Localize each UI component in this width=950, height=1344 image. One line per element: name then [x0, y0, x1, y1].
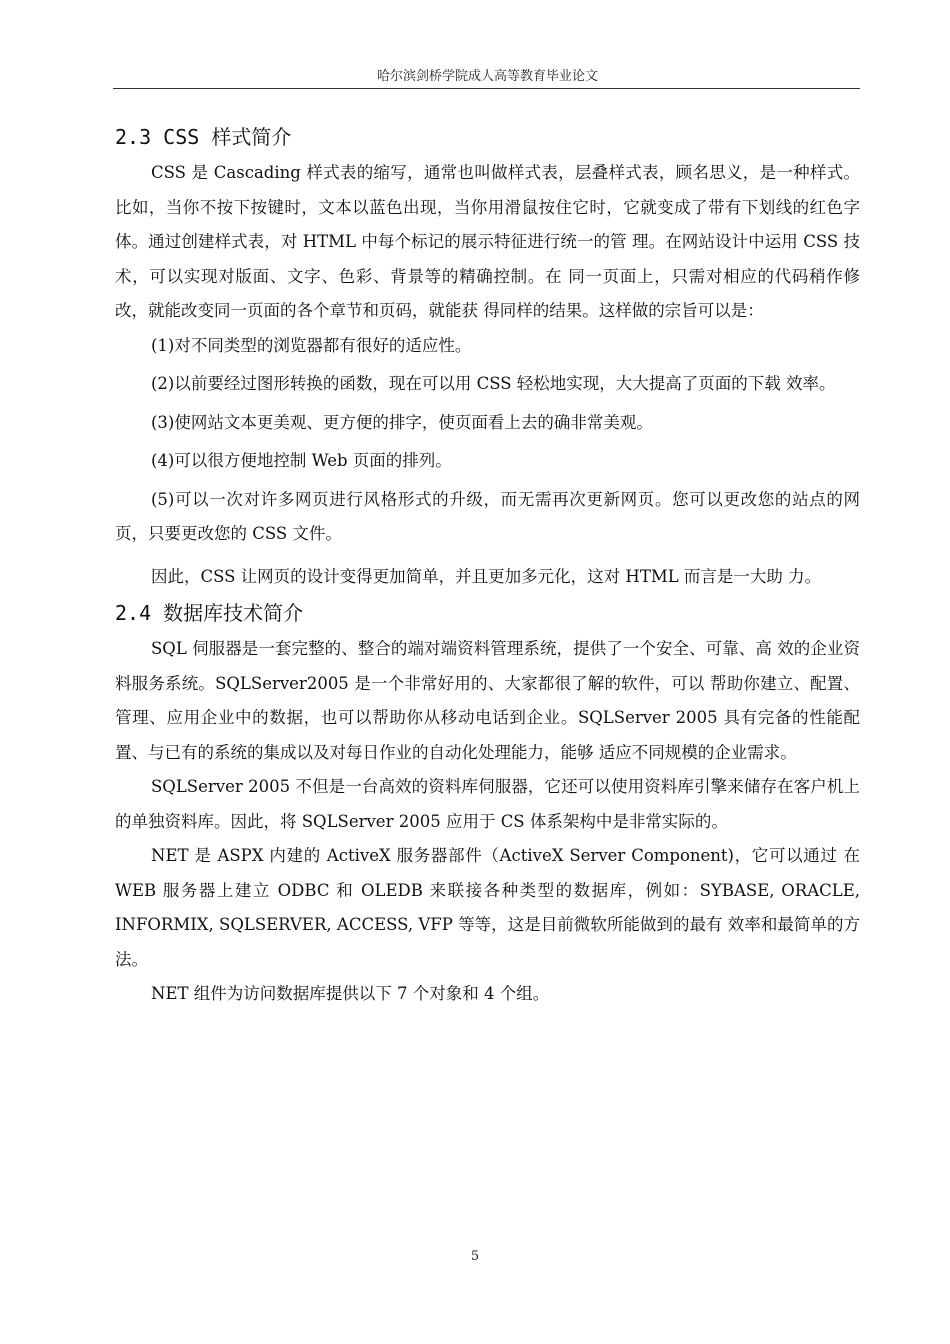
css-conclusion-paragraph: 因此，CSS 让网页的设计变得更加简单，并且更加多元化，这对 HTML 而言是一大助 力。 — [151, 566, 822, 586]
page-body — [115, 118, 860, 1012]
page-number: 5 — [470, 1249, 480, 1264]
section-heading-database: 2.4 数据库技术简介 — [115, 601, 304, 625]
css-benefit-item-1: (1)对不同类型的浏览器都有很好的适应性。 — [151, 335, 472, 355]
db-paragraph-4: NET 组件为访问数据库提供以下 7 个对象和 4 个组。 — [151, 984, 550, 1003]
section-heading-css: 2.3 CSS 样式简介 — [115, 125, 292, 149]
css-benefit-item-4: (4)可以很方便地控制 Web 页面的排列。 — [151, 451, 452, 470]
css-benefit-item-2: (2)以前要经过图形转换的函数，现在可以用 CSS 轻松地实现，大大提高了页面的下载 效率。 — [151, 374, 836, 393]
css-intro-paragraph: CSS 是 Cascading 样式表的缩写，通常也叫做样式表，层叠样式表，顾名思义，是一种样式。比如，当你不按下按键时，文本以蓝色出现，当你用滑鼠按住它时，它就变成了带有下划线的红色字体。通过创建样式表，对 HTML 中每个标记的展示特征进行统一的管 理。在网站设计中运用 CSS 技术，可以实现对版面、文字、色彩、背景等的精确控制。在 同一页面上，只需对相应的代码稍作修改，就能改变同一页面的各个章节和页码，就能获 得同样的结果。这样做的宗旨可以是： — [115, 163, 860, 320]
header-rule — [113, 88, 860, 89]
db-paragraph-3: NET 是 ASPX 内建的 ActiveX 服务器部件（ActiveX Server Component)，它可以通过 在 WEB 服务器上建立 ODBC 和 OLEDB 来联接各种类型的数据库，例如：SYBASE, ORACLE, INFORMIX, SQLSERVER, ACCESS, VFP 等等，这是目前微软所能做到的最有 效率和最简单的方法。 — [115, 846, 860, 969]
css-benefit-item-3: (3)使网站文本更美观、更方便的排字，使页面看上去的确非常美观。 — [151, 412, 653, 432]
db-paragraph-2: SQLServer 2005 不但是一台高效的资料库伺服器，它还可以使用资料库引擎来储存在客户机上的单独资料库。因此，将 SQLServer 2005 应用于 CS 体系架构中是非常实际的。 — [115, 777, 860, 831]
running-header: 哈尔滨剑桥学院成人高等教育毕业论文 — [376, 69, 598, 84]
db-paragraph-1: SQL 伺服器是一套完整的、整合的端对端资料管理系统，提供了一个安全、可靠、高 效的企业资料服务系统。SQLServer2005 是一个非常好用的、大家都很了解的软件，可以 帮助你建立、配置、管理、应用企业中的数据，也可以帮助你从移动电话到企业。SQLServer 2005 具有完备的性能配置、与已有的系统的集成以及对每日作业的自动化处理能力，能够 适应不同规模的企业需求。 — [115, 639, 860, 762]
css-benefit-item-5: (5)可以一次对许多网页进行风格形式的升级，而无需再次更新网页。您可以更改您的站点的网页，只要更改您的 CSS 文件。 — [115, 489, 860, 543]
